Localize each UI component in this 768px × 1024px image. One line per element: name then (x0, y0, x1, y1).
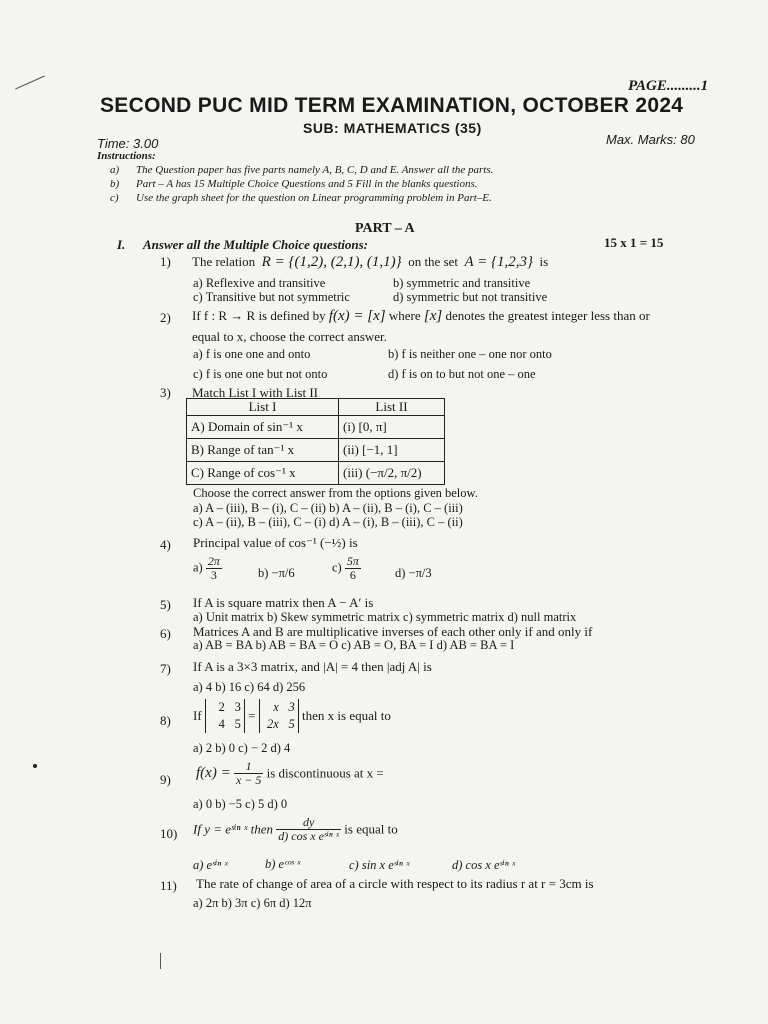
question-number: 3) (160, 385, 171, 400)
option: d) cos x eˢⁱⁿ ˣ (452, 858, 516, 872)
fraction: $\frac{2\pi}{3}$ (207, 554, 220, 582)
option: a) 2 b) 0 c) − 2 d) 4 (193, 741, 291, 755)
question-text: If y = eˢⁱⁿ ˣ then $\frac{dy}{\text{d) cos x eˢⁱⁿ ˣ}}$ is equal to (193, 815, 398, 843)
table-cell: C) Range of cos⁻¹ x (187, 462, 339, 485)
option: c) A – (ii), B – (iii), C – (i) d) A – (i), B – (iii), C – (ii) (193, 515, 463, 529)
option: a) 2π b) 3π c) 6π d) 12π (193, 896, 312, 910)
table-cell: A) Domain of sin⁻¹ x (187, 416, 339, 439)
question-number: 11) (160, 878, 177, 893)
exam-title: SECOND PUC MID TERM EXAMINATION, OCTOBER 2024 (100, 94, 684, 117)
option: a) $\frac{2\pi}{3}$ (193, 554, 220, 582)
subject-line: SUB: MATHEMATICS (35) (303, 120, 482, 136)
option: a) f is one one and onto (193, 347, 311, 361)
question-text: Matrices A and B are multiplicative inverses of each other only if and only if (193, 624, 593, 639)
option: c) sin x eˢⁱⁿ ˣ (349, 858, 410, 872)
question-number: 9) (160, 772, 171, 787)
option: b) symmetric and transitive (393, 276, 531, 290)
instructions-label: Instructions: (97, 150, 156, 162)
option: d) f is on to but not one – one (388, 367, 536, 381)
question-number: 10) (160, 826, 178, 841)
fraction: $\frac{1}{x - 5}$ (235, 759, 262, 787)
table-row (187, 439, 445, 462)
table-header: List II (339, 399, 445, 416)
table-cell: B) Range of tan⁻¹ x (187, 439, 339, 462)
table-cell: (iii) (−π/2, π/2) (339, 462, 445, 485)
match-table (186, 398, 445, 485)
pen-mark (160, 953, 161, 969)
option: b) f is neither one – one nor onto (388, 347, 552, 361)
instruction-item: a) The Question paper has five parts namely A, B, C, D and E. Answer all the parts. (110, 164, 494, 176)
section-instruction: Answer all the Multiple Choice questions: (143, 237, 369, 252)
option: c) f is one one but not onto (193, 367, 328, 381)
section-marks: 15 x 1 = 15 (604, 235, 664, 250)
option: d) −π/3 (395, 566, 432, 580)
part-heading: PART – A (355, 221, 415, 236)
ink-dot (33, 764, 37, 768)
pen-mark (15, 76, 45, 90)
option: a) A – (iii), B – (i), C – (ii) b) A – (ii), B – (i), C – (iii) (193, 501, 463, 515)
option: b) −π/6 (258, 566, 295, 580)
determinant: 2 3 4 5 (205, 699, 245, 733)
max-marks: Max. Marks: 80 (606, 132, 695, 147)
question-text: f(x) = $\frac{1}{x - 5}$ is discontinuous at x = (196, 759, 384, 787)
option: a) Unit matrix b) Skew symmetric matrix c) symmetric matrix d) null matrix (193, 610, 577, 624)
option: b) eᶜᵒˢ ˣ (265, 857, 301, 871)
question-text: Match List I with List II (192, 385, 319, 400)
question-number: 8) (160, 713, 171, 728)
question-text: The relation R = {(1,2), (2,1), (1,1)} on the set A = {1,2,3} is (192, 254, 549, 270)
question-text: If A is square matrix then A − A′ is (193, 595, 374, 610)
table-cell: (ii) [−1, 1] (339, 439, 445, 462)
question-number: 2) (160, 310, 171, 325)
table-header: List I (187, 399, 339, 416)
question-text: Principal value of cos⁻¹ (−½) is (193, 535, 358, 550)
fraction: $\frac{5\pi}{6}$ (346, 554, 359, 582)
option: a) AB = BA b) AB = BA = O c) AB = O, BA = I d) AB = BA = I (193, 638, 515, 652)
table-cell: (i) [0, π] (339, 416, 445, 439)
question-number: 6) (160, 626, 171, 641)
section-number: I. (117, 237, 126, 252)
page-number: PAGE.........1 (628, 78, 709, 94)
table-row (187, 462, 445, 485)
question-number: 4) (160, 537, 171, 552)
fraction: $\frac{dy}{\text{d) cos x eˢⁱⁿ ˣ}}$ (278, 815, 340, 843)
option: a) 0 b) −5 c) 5 d) 0 (193, 797, 288, 811)
exam-time: Time: 3.00 (97, 136, 159, 151)
instruction-item: b) Part – A has 15 Multiple Choice Questions and 5 Fill in the blanks questions. (110, 178, 478, 190)
option: c) $\frac{5\pi}{6}$ (332, 554, 359, 582)
question-text-cont: equal to x, choose the correct answer. (192, 329, 387, 344)
question-text: The rate of change of area of a circle with respect to its radius r at r = 3cm is (196, 876, 594, 891)
question-text: If A is a 3×3 matrix, and |A| = 4 then |adj A| is (193, 659, 432, 674)
option: c) Transitive but not symmetric (193, 290, 350, 304)
question-number: 1) (160, 254, 171, 269)
option: a) Reflexive and transitive (193, 276, 326, 290)
determinant: x 3 2x 5 (259, 699, 299, 733)
question-number: 5) (160, 597, 171, 612)
question-text: If f : R → R is defined by f(x) = [x] where [x] denotes the greatest integer less than or (192, 308, 650, 324)
option: a) 4 b) 16 c) 64 d) 256 (193, 680, 306, 694)
instruction-item: c) Use the graph sheet for the question on Linear programming problem in Part–E. (110, 192, 492, 204)
question-number: 7) (160, 661, 171, 676)
option: d) symmetric but not transitive (393, 290, 548, 304)
question-text: If 2 3 4 5 = x 3 2x 5 then x is equal to (193, 700, 391, 731)
option: a) eˢⁱⁿ ˣ (193, 858, 228, 872)
table-row (187, 416, 445, 439)
question-text-cont: Choose the correct answer from the options given below. (193, 486, 478, 500)
